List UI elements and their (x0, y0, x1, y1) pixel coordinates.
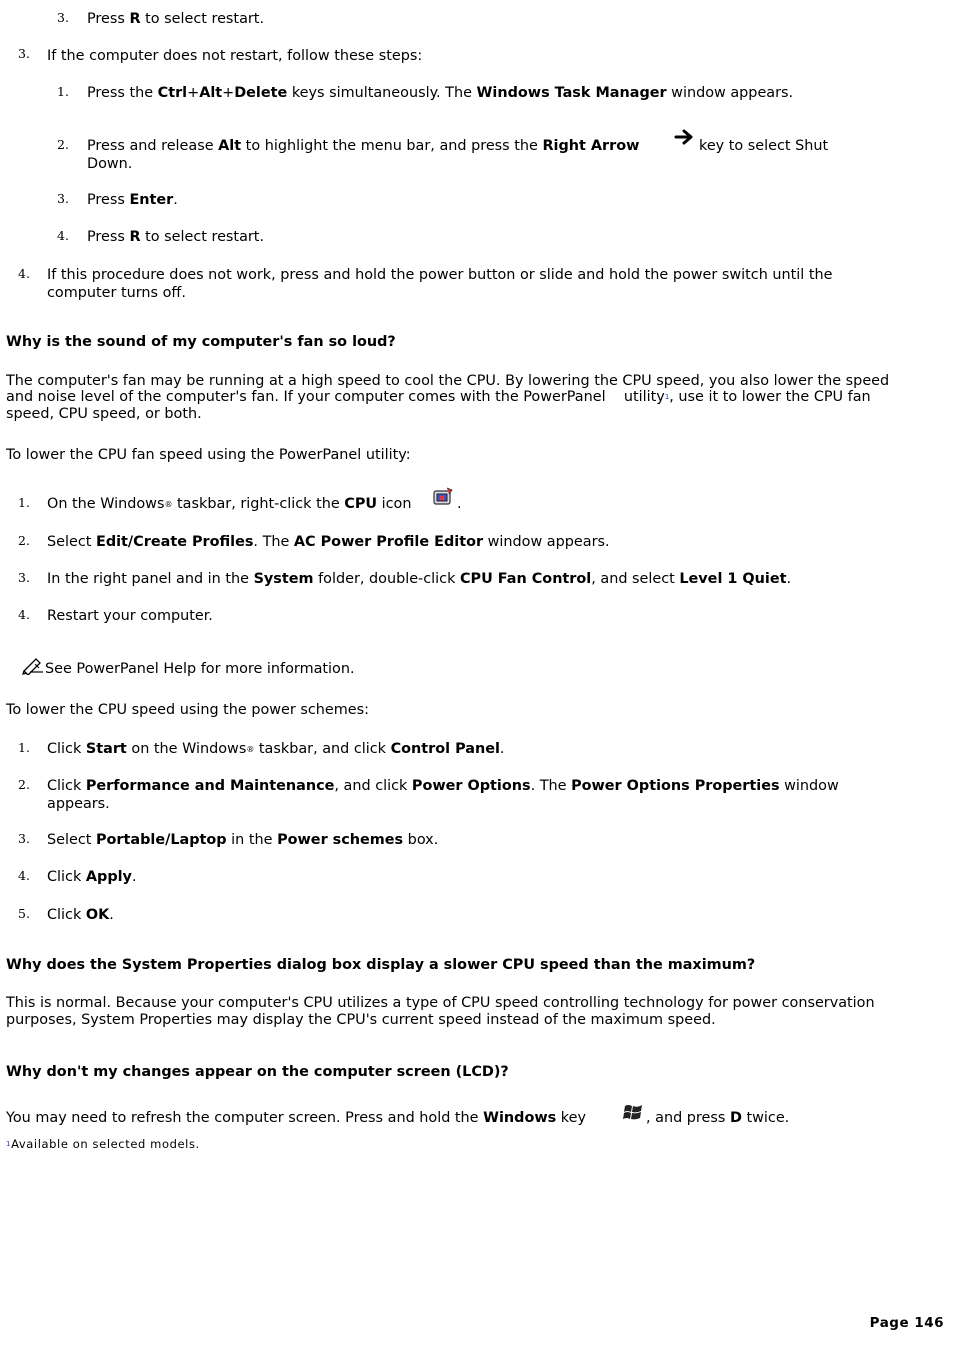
folder-name: System (253, 571, 314, 587)
windows-key-icon (622, 1102, 644, 1126)
list-number: 3. (18, 46, 30, 61)
sysprop-answer-line2: purposes, System Properties may display the CPU's current speed instead of the maximum speed. (6, 1012, 716, 1028)
text: . (109, 907, 114, 923)
text: . The (530, 778, 572, 794)
lcd-question-heading: Why don't my changes appear on the computer screen (LCD)? (6, 1064, 509, 1080)
key-name: Delete (234, 85, 288, 101)
scheme-step-2-line2: appears. (47, 796, 110, 812)
text: folder, double-click (313, 571, 460, 587)
list-number: 2. (18, 533, 30, 548)
fan-step-1-tail: . (457, 496, 462, 512)
window-name: Windows Task Manager (476, 85, 667, 101)
text: Press (87, 229, 130, 245)
power-schemes-intro: To lower the CPU speed using the power schemes: (6, 702, 370, 718)
button-name: OK (85, 907, 110, 923)
taskmgr-step-2-tail: key to select Shut (699, 138, 829, 154)
key-name: Windows (483, 1110, 557, 1126)
lcd-answer (6, 1109, 591, 1127)
item-name: CPU Fan Control (459, 571, 592, 587)
text: . The (253, 534, 294, 550)
taskmgr-step-1 (87, 84, 793, 102)
text: You may need to refresh the computer screen. Press and hold the (6, 1110, 484, 1126)
key-name: D (729, 1110, 742, 1126)
registered-mark: ® (246, 745, 255, 754)
list-number: 4. (18, 266, 30, 281)
text: key (556, 1110, 591, 1126)
scheme-step-2 (47, 777, 839, 795)
key-name: Enter (129, 192, 174, 208)
list-number: 3. (18, 831, 30, 846)
cpu-icon (432, 487, 454, 511)
footnote-text: Available on selected models. (11, 1137, 200, 1151)
menu-name: Edit/Create Profiles (95, 534, 254, 550)
text: . (786, 571, 792, 587)
footnote-link[interactable]: 1 (664, 393, 670, 401)
list-number: 3. (18, 570, 30, 585)
text: + (222, 85, 235, 101)
list-number: 2. (57, 137, 69, 152)
button-name: Start (85, 741, 127, 757)
text: Press (87, 192, 130, 208)
key-name: R (129, 11, 141, 27)
fan-step-3 (47, 570, 791, 588)
fan-answer-line2 (6, 388, 871, 406)
key-name: R (129, 229, 141, 245)
text: . (131, 869, 137, 885)
text: to select restart. (140, 11, 265, 27)
text: , and select (591, 571, 680, 587)
text: Press the (87, 85, 158, 101)
scheme-step-4 (47, 868, 137, 886)
text: keys simultaneously. The (287, 85, 477, 101)
option-name: Portable/Laptop (95, 832, 227, 848)
window-name: Power Options Properties (571, 778, 780, 794)
list-number: 1. (18, 740, 30, 755)
fan-answer-line3: speed, CPU speed, or both. (6, 406, 202, 422)
text: , and press (646, 1110, 730, 1126)
key-name: Right Arrow (542, 138, 640, 154)
list-number: 4. (18, 607, 30, 622)
scheme-step-1 (47, 740, 504, 759)
text: Press and release (87, 138, 219, 154)
key-name: Alt (199, 85, 223, 101)
fan-intro: To lower the CPU fan speed using the PowerPanel utility: (6, 447, 411, 463)
text: On the Windows (47, 496, 165, 512)
item-name: Power Options (411, 778, 531, 794)
icon-name: CPU (344, 496, 378, 512)
text: box. (403, 832, 439, 848)
scheme-step-3 (47, 831, 438, 849)
fan-step-2 (47, 533, 610, 551)
key-name: Ctrl (157, 85, 188, 101)
fan-step-1 (47, 495, 416, 514)
restart-step-3 (87, 10, 264, 28)
list-number: 4. (18, 868, 30, 883)
taskmgr-step-2 (87, 137, 639, 155)
item-name: Control Panel (390, 741, 500, 757)
text: in the (226, 832, 278, 848)
list-number: 3. (57, 10, 69, 25)
sysprop-answer-line1: This is normal. Because your computer's CPU utilizes a type of CPU speed controlling technology for power conservation (6, 995, 875, 1011)
list-number: 1. (57, 84, 69, 99)
list-number: 2. (18, 777, 30, 792)
footnote (6, 1135, 200, 1153)
text: and noise level of the computer's fan. If your computer comes with the PowerPanel utility (6, 389, 665, 405)
outer-step-3: If the computer does not restart, follow these steps: (47, 48, 423, 64)
window-name: AC Power Profile Editor (293, 534, 484, 550)
fan-answer-line1: The computer's fan may be running at a high speed to cool the CPU. By lowering the CPU speed, you also lower the speed (6, 373, 890, 389)
list-number: 5. (18, 906, 30, 921)
registered-mark: ® (164, 500, 173, 509)
text: , and click (334, 778, 412, 794)
text: Press (87, 11, 130, 27)
right-arrow-key-icon (674, 128, 696, 150)
text: taskbar, and click (254, 741, 391, 757)
text: twice. (741, 1110, 790, 1126)
note-text: See PowerPanel Help for more information. (45, 661, 355, 677)
outer-step-4-line1: If this procedure does not work, press and hold the power button or slide and hold the power switch until the (47, 267, 833, 283)
text: . (499, 741, 505, 757)
option-name: Level 1 Quiet (679, 571, 787, 587)
text: Click (47, 869, 86, 885)
key-name: Alt (218, 138, 242, 154)
sysprop-question-heading: Why does the System Properties dialog box display a slower CPU speed than the maximum? (6, 957, 756, 973)
page-number: Page 146 (869, 1315, 944, 1331)
text: to highlight the menu bar, and press the (241, 138, 543, 154)
field-name: Power schemes (277, 832, 404, 848)
scheme-step-5 (47, 906, 114, 924)
text: taskbar, right-click the (172, 496, 345, 512)
text: to select restart. (140, 229, 265, 245)
text: Click (47, 741, 86, 757)
text: on the Windows (126, 741, 247, 757)
outer-step-4-line2: computer turns off. (47, 285, 186, 301)
lcd-answer-tail (646, 1109, 789, 1127)
text: window appears. (666, 85, 794, 101)
taskmgr-step-2-line2: Down. (87, 156, 133, 172)
button-name: Apply (85, 869, 132, 885)
footnote-marker[interactable]: 1 (6, 1140, 12, 1148)
text: window appears. (483, 534, 610, 550)
text: In the right panel and in the (47, 571, 254, 587)
list-number: 3. (57, 191, 69, 206)
text: icon (377, 496, 417, 512)
text: Select (47, 832, 96, 848)
text: , use it to lower the CPU fan (669, 389, 871, 405)
list-number: 1. (18, 495, 30, 510)
taskmgr-step-4 (87, 228, 264, 246)
fan-step-4: Restart your computer. (47, 608, 213, 624)
fan-question-heading: Why is the sound of my computer's fan so loud? (6, 334, 396, 350)
text: window (779, 778, 839, 794)
text: Click (47, 907, 86, 923)
text: Click (47, 778, 86, 794)
item-name: Performance and Maintenance (85, 778, 335, 794)
text: . (173, 192, 178, 208)
taskmgr-step-3 (87, 191, 178, 209)
list-number: 4. (57, 228, 69, 243)
text: + (187, 85, 200, 101)
text: Select (47, 534, 96, 550)
note-pencil-icon (21, 655, 45, 679)
